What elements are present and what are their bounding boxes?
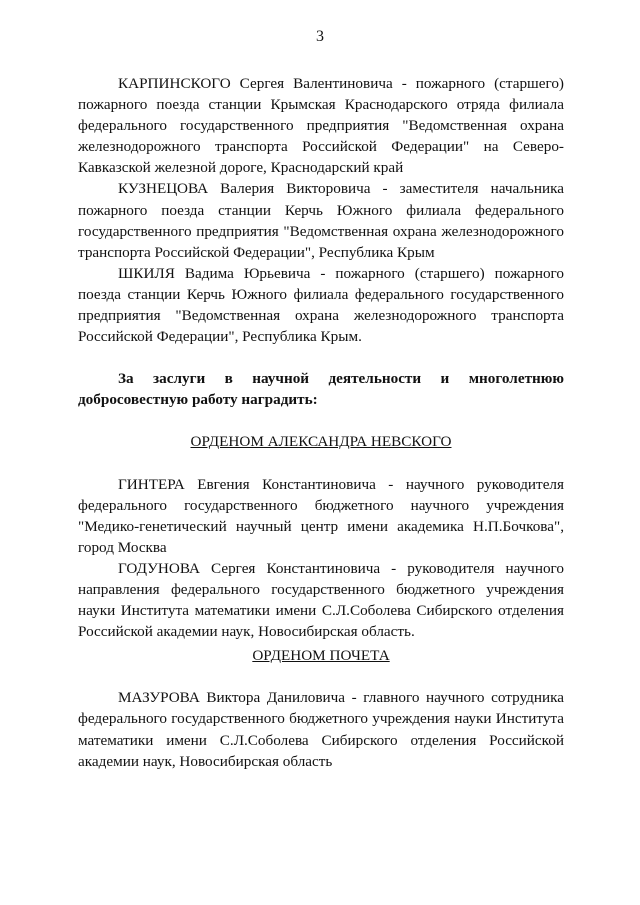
- award-entry-kuznetsov: КУЗНЕЦОВА Валерия Викторовича - заместителя начальника пожарного поезда станции Керчь Южного филиала федерального государственного предприятия "Ведомственная охрана железнодорожного транспорта Российской Федерации", Республика Крым: [78, 180, 564, 261]
- order-nevsky-heading: ОРДЕНОМ АЛЕКСАНДРА НЕВСКОГО: [190, 433, 452, 451]
- award-entry-mazurov: МАЗУРОВА Виктора Даниловича - главного научного сотрудника федерального государственного бюджетного учреждения науки Института математики имени С.Л.Соболева Сибирского отделения Российской академии наук, Новосибирская область: [78, 689, 564, 770]
- order-pocheta-heading: ОРДЕНОМ ПОЧЕТА: [252, 647, 390, 665]
- award-entry-shkil: ШКИЛЯ Вадима Юрьевича - пожарного (старшего) пожарного поезда станции Керчь Южного филиала федерального государственного предприятия "Ведомственная охрана железнодорожного транспорта Российской Федерации", Республика Крым.: [78, 264, 564, 346]
- document-body: [78, 73, 564, 772]
- award-entry-ginter: ГИНТЕРА Евгения Константиновича - научного руководителя федерального государственного бюджетного научного учреждения "Медико-генетический научный центр имени академика Н.П.Бочкова", город Москва: [78, 475, 564, 556]
- section-intro: За заслуги в научной деятельности и многолетнюю добросовестную работу наградить:: [78, 370, 564, 409]
- award-entry-karpinsky: КАРПИНСКОГО Сергея Валентиновича - пожарного (старшего) пожарного поезда станции Крымская Краснодарского отряда филиала федерального государственного предприятия "Ведомственная охрана железнодорожного транспорта Российской Федерации" на Северо-Кавказской железной дороге, Краснодарский край: [78, 75, 564, 177]
- page-number: 3: [316, 28, 324, 45]
- award-entry-godunov: ГОДУНОВА Сергея Константиновича - руководителя научного направления федерального государственного бюджетного учреждения науки Института математики имени С.Л.Соболева Сибирского отделения Российской академии наук, Новосибирская область.: [78, 559, 564, 641]
